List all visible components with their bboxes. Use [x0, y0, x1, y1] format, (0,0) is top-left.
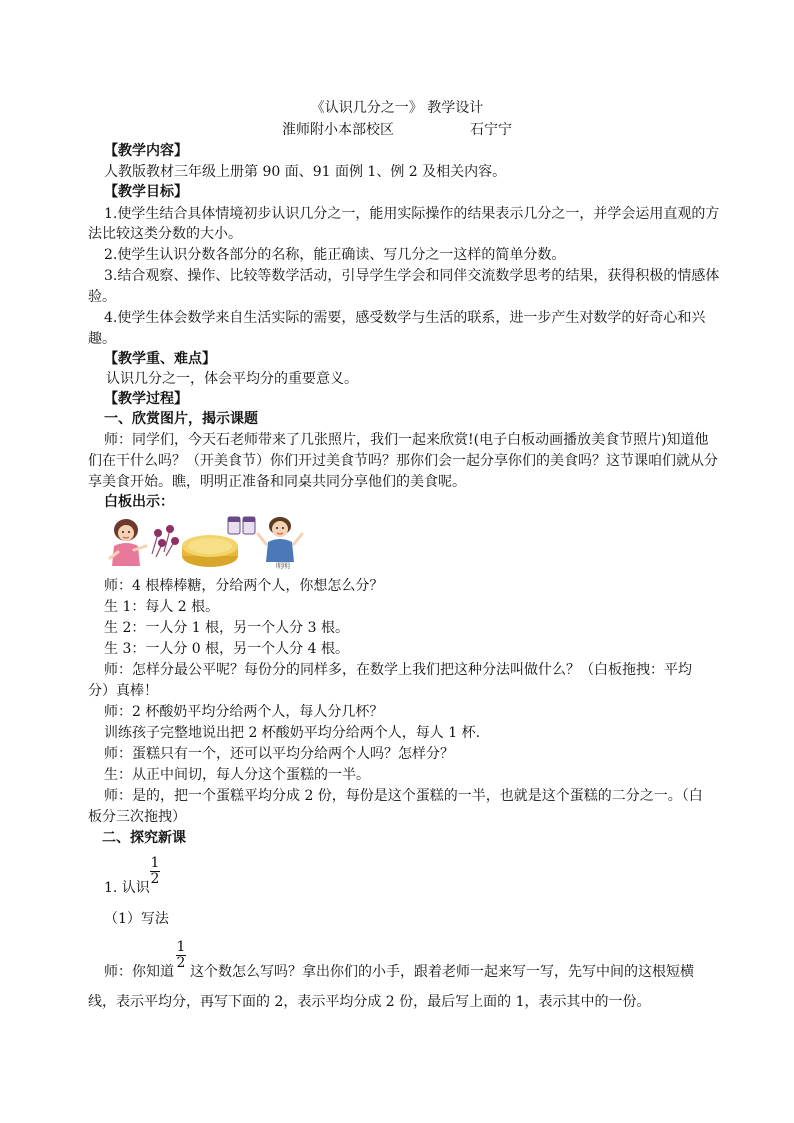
writing-para-line-2: 线，表示平均分，再写下面的 2，表示平均分成 2 份，最后写上面的 1，表示其中的一份。: [88, 994, 651, 1010]
section-key-heading: 【教学重、难点】: [104, 351, 216, 367]
boy-caption: 明明: [276, 562, 290, 570]
fraction-denominator: 2: [150, 871, 160, 887]
dialog-line-6: 师：2 杯酸奶平均分给两个人，每人分几杯？: [104, 704, 384, 720]
part-1-heading: 一、欣赏图片，揭示课题: [104, 411, 258, 427]
dialog-line-7: 训练孩子完整地说出把 2 杯酸奶平均分给两个人，每人 1 杯.: [104, 725, 481, 741]
board-display-label: 白板出示：: [104, 494, 174, 510]
author-name: 石宁宁: [470, 122, 512, 138]
goal-1-line-2: 法比较这类分数的大小。: [88, 226, 242, 242]
dialog-line-8: 师：蛋糕只有一个，还可以平均分给两个人吗？怎样分？: [104, 746, 454, 762]
dialog-line-10b: 板分三次拖拽）: [88, 809, 186, 825]
fraction-numerator: 1: [176, 939, 186, 955]
writing-para-line-1b: 这个数怎么写吗？拿出你们的小手，跟着老师一起来写一写，先写中间的这根短横: [190, 964, 694, 980]
dialog-line-5a: 师：怎样分最公平呢？每份分的同样多，在数学上我们把这种分法叫做什么？（白板拖拽：平均: [104, 662, 692, 678]
goal-4-line-1: 4.使学生体会数学来自生活实际的需要，感受数学与生活的联系，进一步产生对数学的好奇心和兴: [104, 310, 706, 326]
fraction-denominator: 2: [176, 955, 186, 971]
girl-illustration: [106, 516, 150, 568]
dialog-line-5b: 分）真棒！: [88, 683, 158, 699]
key-text: 认识几分之一，体会平均分的重要意义。: [106, 371, 358, 387]
section-goals-heading: 【教学目标】: [104, 184, 188, 200]
fraction-one-half-inline: [175, 940, 187, 971]
lollipops-illustration: [148, 524, 184, 558]
goal-1-line-1: 1.使学生结合具体情境初步认识几分之一，能用实际操作的结果表示几分之一，并学会运用直观的方: [104, 206, 720, 222]
goal-4-line-2: 趣。: [88, 331, 116, 347]
fraction-numerator: 1: [150, 855, 160, 871]
subsection-writing: （1）写法: [104, 911, 169, 927]
goal-3-line-1: 3.结合观察、操作、比较等数学活动，引导学生学会和同伴交流数学思考的结果，获得积极的情感体: [104, 268, 720, 284]
part-1-para-line-1: 师：同学们，今天石老师带来了几张照片，我们一起来欣赏!(电子白板动画播放美食节照片)知道他: [104, 432, 709, 448]
goal-2: 2.使学生认识分数各部分的名称，能正确读、写几分之一这样的简单分数。: [104, 247, 566, 263]
dialog-line-10a: 师：是的，把一个蛋糕平均分成 2 份，每份是这个蛋糕的一半，也就是这个蛋糕的二分之一。（白: [104, 788, 703, 804]
boy-illustration: [254, 514, 306, 564]
section-process-heading: 【教学过程】: [104, 391, 188, 407]
part-1-para-line-2: 们在干什么吗？（开美食节）你们开过美食节吗？那你们会一起分享你们的美食吗？这节课咱们就从分: [88, 453, 718, 469]
section-content-heading: 【教学内容】: [104, 143, 188, 159]
dialog-line-9: 生：从正中间切，每人分这个蛋糕的一半。: [104, 767, 370, 783]
cake-illustration: [180, 530, 240, 570]
goal-3-line-2: 验。: [88, 289, 116, 305]
part-1-para-line-3: 享美食开始。瞧，明明正准备和同桌共同分享他们的美食呢。: [88, 474, 466, 490]
dialog-line-4: 生 3：一人分 0 根，另一个人分 4 根。: [104, 641, 349, 657]
dialog-line-1: 师：4 根棒棒糖，分给两个人，你想怎么分？: [104, 578, 384, 594]
item-1-label: 1. 认识: [104, 880, 150, 896]
dialog-line-3: 生 2：一人分 1 根，另一个人分 3 根。: [104, 620, 349, 636]
part-2-heading: 二、探究新课: [102, 830, 186, 846]
document-title: 《认识几分之一》 教学设计: [310, 100, 484, 116]
dialog-line-2: 生 1：每人 2 根。: [104, 599, 220, 615]
writing-para-line-1a: 师：你知道: [104, 964, 174, 980]
fraction-one-half: [149, 856, 161, 887]
content-text: 人教版教材三年级上册第 90 面、91 面例 1、例 2 及相关内容。: [104, 164, 507, 180]
school-name: 淮师附小本部校区: [282, 122, 394, 138]
